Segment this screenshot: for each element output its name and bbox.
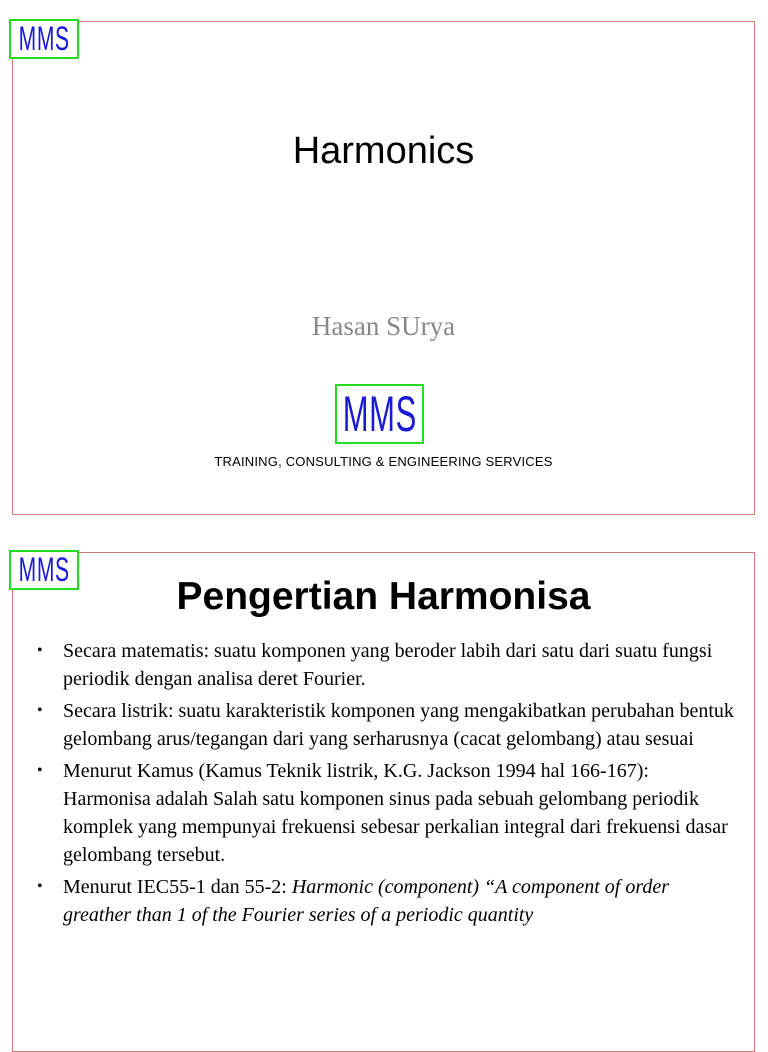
mms-logo-large — [335, 384, 424, 444]
list-item — [37, 637, 737, 693]
slide-title: Harmonics — [292, 130, 475, 172]
slide-title: Pengertian Harmonisa — [176, 575, 591, 618]
company-tagline: TRAINING, CONSULTING & ENGINEERING SERVICES — [214, 454, 553, 469]
list-item — [37, 873, 737, 929]
list-item — [37, 697, 737, 753]
bullet-text: Secara matematis: suatu komponen yang beroder labih dari satu dari suatu fungsi periodik dengan analisa deret Fourier. — [63, 640, 713, 690]
content-slide — [12, 552, 755, 1052]
bullet-text: Menurut IEC55-1 dan 55-2: — [63, 876, 292, 898]
bullet-italic-text: Harmonic (component) “A component of order greather than 1 of the Fourier series of a periodic quantity — [63, 876, 670, 926]
bullet-icon: • — [37, 642, 43, 659]
bullet-icon: • — [37, 762, 43, 779]
author-name: Hasan SUrya — [311, 311, 456, 341]
bullet-icon: • — [37, 702, 43, 719]
mms-logo-text: MMS — [342, 386, 417, 442]
bullet-list — [37, 637, 737, 933]
mms-logo-small — [9, 19, 79, 59]
mms-logo-text: MMS — [18, 20, 70, 58]
bullet-text: Secara listrik: suatu karakteristik komponen yang mengakibatkan perubahan bentuk gelombang arus/tegangan dari yang serharusnya (cacat gelombang) atau sesuai — [63, 700, 734, 750]
title-slide — [12, 21, 755, 515]
bullet-icon: • — [37, 878, 43, 895]
mms-logo-text: MMS — [18, 551, 70, 589]
bullet-text: Menurut Kamus (Kamus Teknik listrik, K.G. Jackson 1994 hal 166-167): Harmonisa adalah Salah satu komponen sinus pada sebuah gelombang periodik komplek yang mempunyai frekuensi sebesar perkalian integral dari frekuensi dasar gelombang tersebut. — [63, 760, 728, 866]
list-item — [37, 757, 737, 869]
